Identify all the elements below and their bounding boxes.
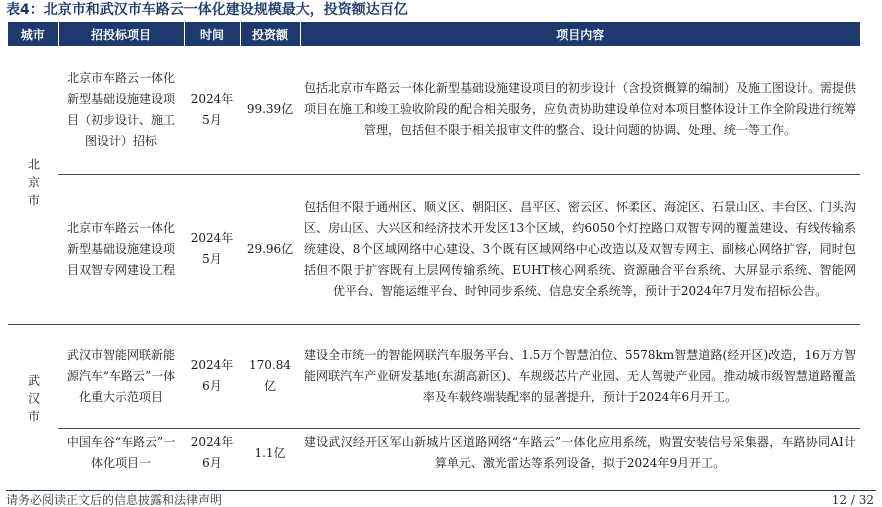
table-header-row <box>8 22 860 46</box>
amount-cell: 170.84亿 <box>240 324 300 428</box>
time-cell: 2024年6月 <box>184 428 240 478</box>
investment-table <box>8 22 860 478</box>
header-amount: 投资额 <box>240 22 300 46</box>
table-row <box>8 174 860 324</box>
header-project: 招投标项目 <box>58 22 184 46</box>
table-title: 表4：北京市和武汉市车路云一体化建设规模最大，投资额达百亿 <box>6 2 408 18</box>
content-cell: 包括北京市车路云一体化新型基础设施建设项目的初步设计（含投资概算的编制）及施工图设计。需提供项目在施工和竣工验收阶段的配合相关服务，应负责协助建设单位对本项目整体设计工作全阶段进行统筹管理，包括但不限于相关报审文件的整合、设计问题的协调、处理、统一等工作。 <box>304 81 857 138</box>
project-cell: 武汉市智能网联新能源汽车“车路云”一体化重大示范项目 <box>58 324 184 428</box>
amount-cell: 29.96亿 <box>240 174 300 324</box>
content-cell: 建设全市统一的智能网联汽车服务平台、1.5万个智慧泊位、5578km智慧道路(经开区)改造，16万方智能网联汽车产业研发基地(东湖高新区)、车规级芯片产业园、无人驾驶产业园。推动城市级智慧道路覆盖率及车载终端装配率的显著提升，预计于2024年6月开工。 <box>300 324 860 428</box>
content-cell: 包括但不限于通州区、顺义区、朝阳区、昌平区、密云区、怀柔区、海淀区、石景山区、丰台区、门头沟区、房山区、大兴区和经济技术开发区13个区域，约6050个灯控路口双智专网的覆盖建设、有线传输系统建设、8个区域网络中心建设、3个既有区域网络中心改造以及双智专网主、副核心网络扩容，同时包括但不限于扩容既有上层网传输系统、EUHT核心网系统、资源融合平台系统、大屏显示系统、智能网优平台、智能运维平台、时钟同步系统、信息安全系统等，预计于2024年7月发布招标公告。 <box>300 174 860 324</box>
city-cell-wuhan <box>8 324 58 478</box>
content-cell: 建设武汉经开区军山新城片区道路网络“车路云”一体化应用系统，购置安装信号采集器，车路协同AI计算单元、激光雷达等系列设备，拟于2024年9月开工。 <box>300 428 860 478</box>
time-cell: 2024年5月 <box>190 91 234 127</box>
city-beijing: 北京市 <box>26 157 41 212</box>
city-cell-beijing <box>8 46 58 324</box>
header-content: 项目内容 <box>300 22 860 46</box>
project-cell: 中国车谷“车路云”一体化项目一 <box>58 428 184 478</box>
footer-note: 请务必阅读正文后的信息披露和法律声明 <box>6 493 223 507</box>
table-row <box>8 324 860 428</box>
time-cell: 2024年5月 <box>184 174 240 324</box>
header-city: 城市 <box>8 22 58 46</box>
time-cell: 2024年6月 <box>184 324 240 428</box>
city-wuhan: 武汉市 <box>26 374 41 429</box>
project-cell: 北京市车路云一体化新型基础设施建设项目双智专网建设工程 <box>58 174 184 324</box>
page-number: 12 / 32 <box>831 493 874 507</box>
amount-cell: 1.1亿 <box>240 428 300 478</box>
amount-cell: 99.39亿 <box>246 102 294 117</box>
table-row <box>8 46 860 174</box>
project-cell: 北京市车路云一体化新型基础设施建设项目（初步设计、施工图设计）招标 <box>66 70 175 148</box>
table-row <box>8 428 860 478</box>
header-time: 时间 <box>184 22 240 46</box>
page-footer <box>6 490 876 507</box>
